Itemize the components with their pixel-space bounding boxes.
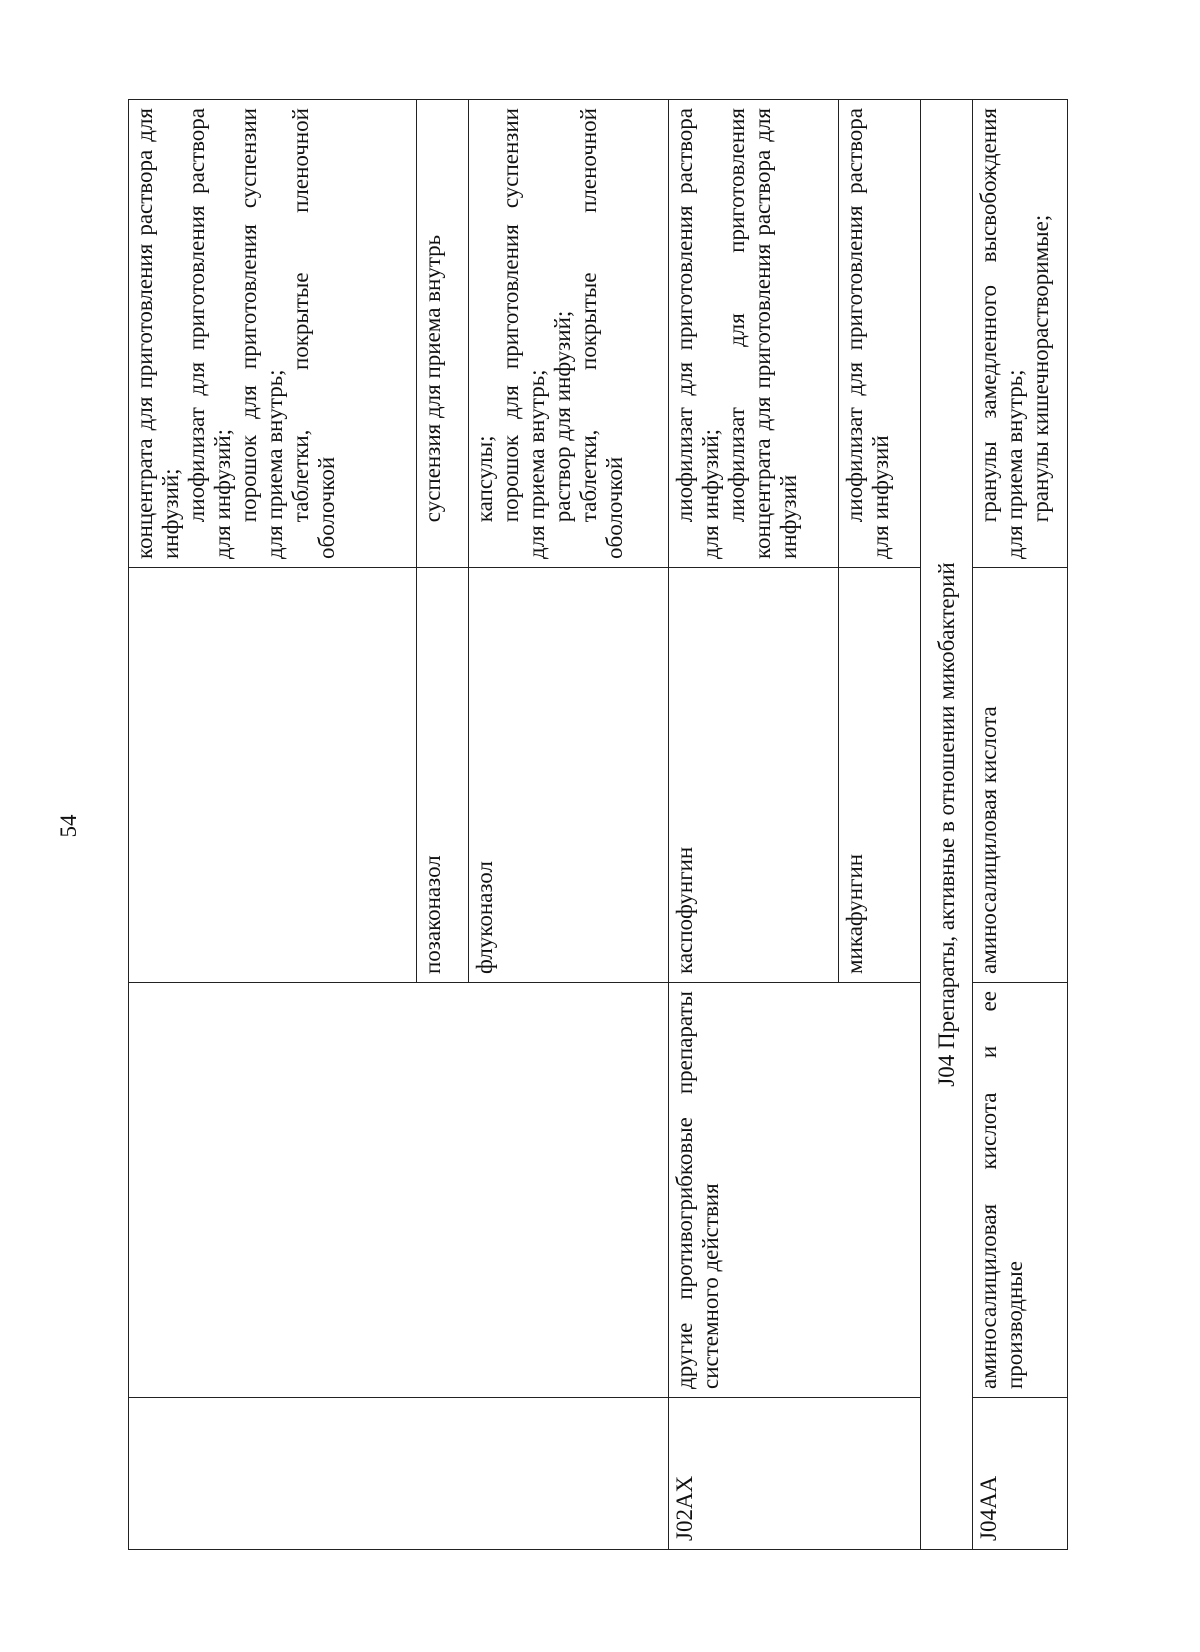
dosage-forms-cell xyxy=(973,100,1068,568)
dosage-form-line: гранулы замедленного высвобождения для приема внутрь; xyxy=(976,108,1027,559)
dosage-form-line: порошок для приготовления суспензии для приема внутрь; xyxy=(235,108,287,559)
drug-name-cell: позаконазол xyxy=(417,568,469,983)
dosage-form-line: концентрата для приготовления раствора для инфузий; xyxy=(132,108,183,559)
drug-name-cell: каспофунгин xyxy=(669,568,839,983)
drug-name-cell xyxy=(129,568,417,983)
dosage-form-line: лиофилизат для приготовления раствора для инфузий xyxy=(842,108,893,559)
dosage-forms-cell xyxy=(669,100,839,568)
dosage-form-line: суспензия для приема внутрь xyxy=(420,234,445,523)
table-row xyxy=(921,100,973,1550)
group-name-cell: другие противогрибковые препараты системного действия xyxy=(669,983,921,1398)
dosage-forms-cell xyxy=(469,100,669,568)
dosage-form-line: порошок для приготовления суспензии для приема внутрь; xyxy=(497,108,549,559)
dosage-forms-cell xyxy=(417,100,469,568)
dosage-form-line: гранулы кишечнорастворимые; xyxy=(1027,214,1053,523)
table-row xyxy=(669,100,839,1550)
dosage-form-line: таблетки, покрытые пленочной оболочкой xyxy=(287,108,339,559)
dosage-form-line: раствор для инфузий; xyxy=(549,310,575,523)
dosage-form-line: лиофилизат для приготовления концентрата для приготовления раствора для инфузий xyxy=(723,108,801,559)
table-row xyxy=(129,100,417,1550)
drug-table xyxy=(128,99,1068,1550)
drug-name-cell: микафунгин xyxy=(839,568,921,983)
dosage-form-line: таблетки, покрытые пленочной оболочкой xyxy=(575,108,627,559)
page-number: 54 xyxy=(56,814,81,838)
document-table-rotated xyxy=(128,100,1068,1550)
dosage-forms-cell xyxy=(129,100,417,568)
dosage-form-line: лиофилизат для приготовления раствора для инфузий; xyxy=(672,108,723,559)
section-heading: J04 Препараты, активные в отношении микобактерий xyxy=(921,100,973,1550)
dosage-forms-cell xyxy=(839,100,921,568)
group-name-cell: аминосалициловая кислота и ее производные xyxy=(973,983,1068,1398)
drug-name-cell: аминосалициловая кислота xyxy=(973,568,1068,983)
group-name-cell xyxy=(129,983,669,1398)
table-row xyxy=(973,100,1068,1550)
dosage-form-line: лиофилизат для приготовления раствора для инфузий; xyxy=(183,108,235,559)
dosage-form-line: капсулы; xyxy=(472,435,497,523)
drug-name-cell: флуконазол xyxy=(469,568,669,983)
atc-code-cell: J02AX xyxy=(669,1398,921,1550)
atc-code-cell: J04AA xyxy=(973,1398,1068,1550)
atc-code-cell xyxy=(129,1398,669,1550)
